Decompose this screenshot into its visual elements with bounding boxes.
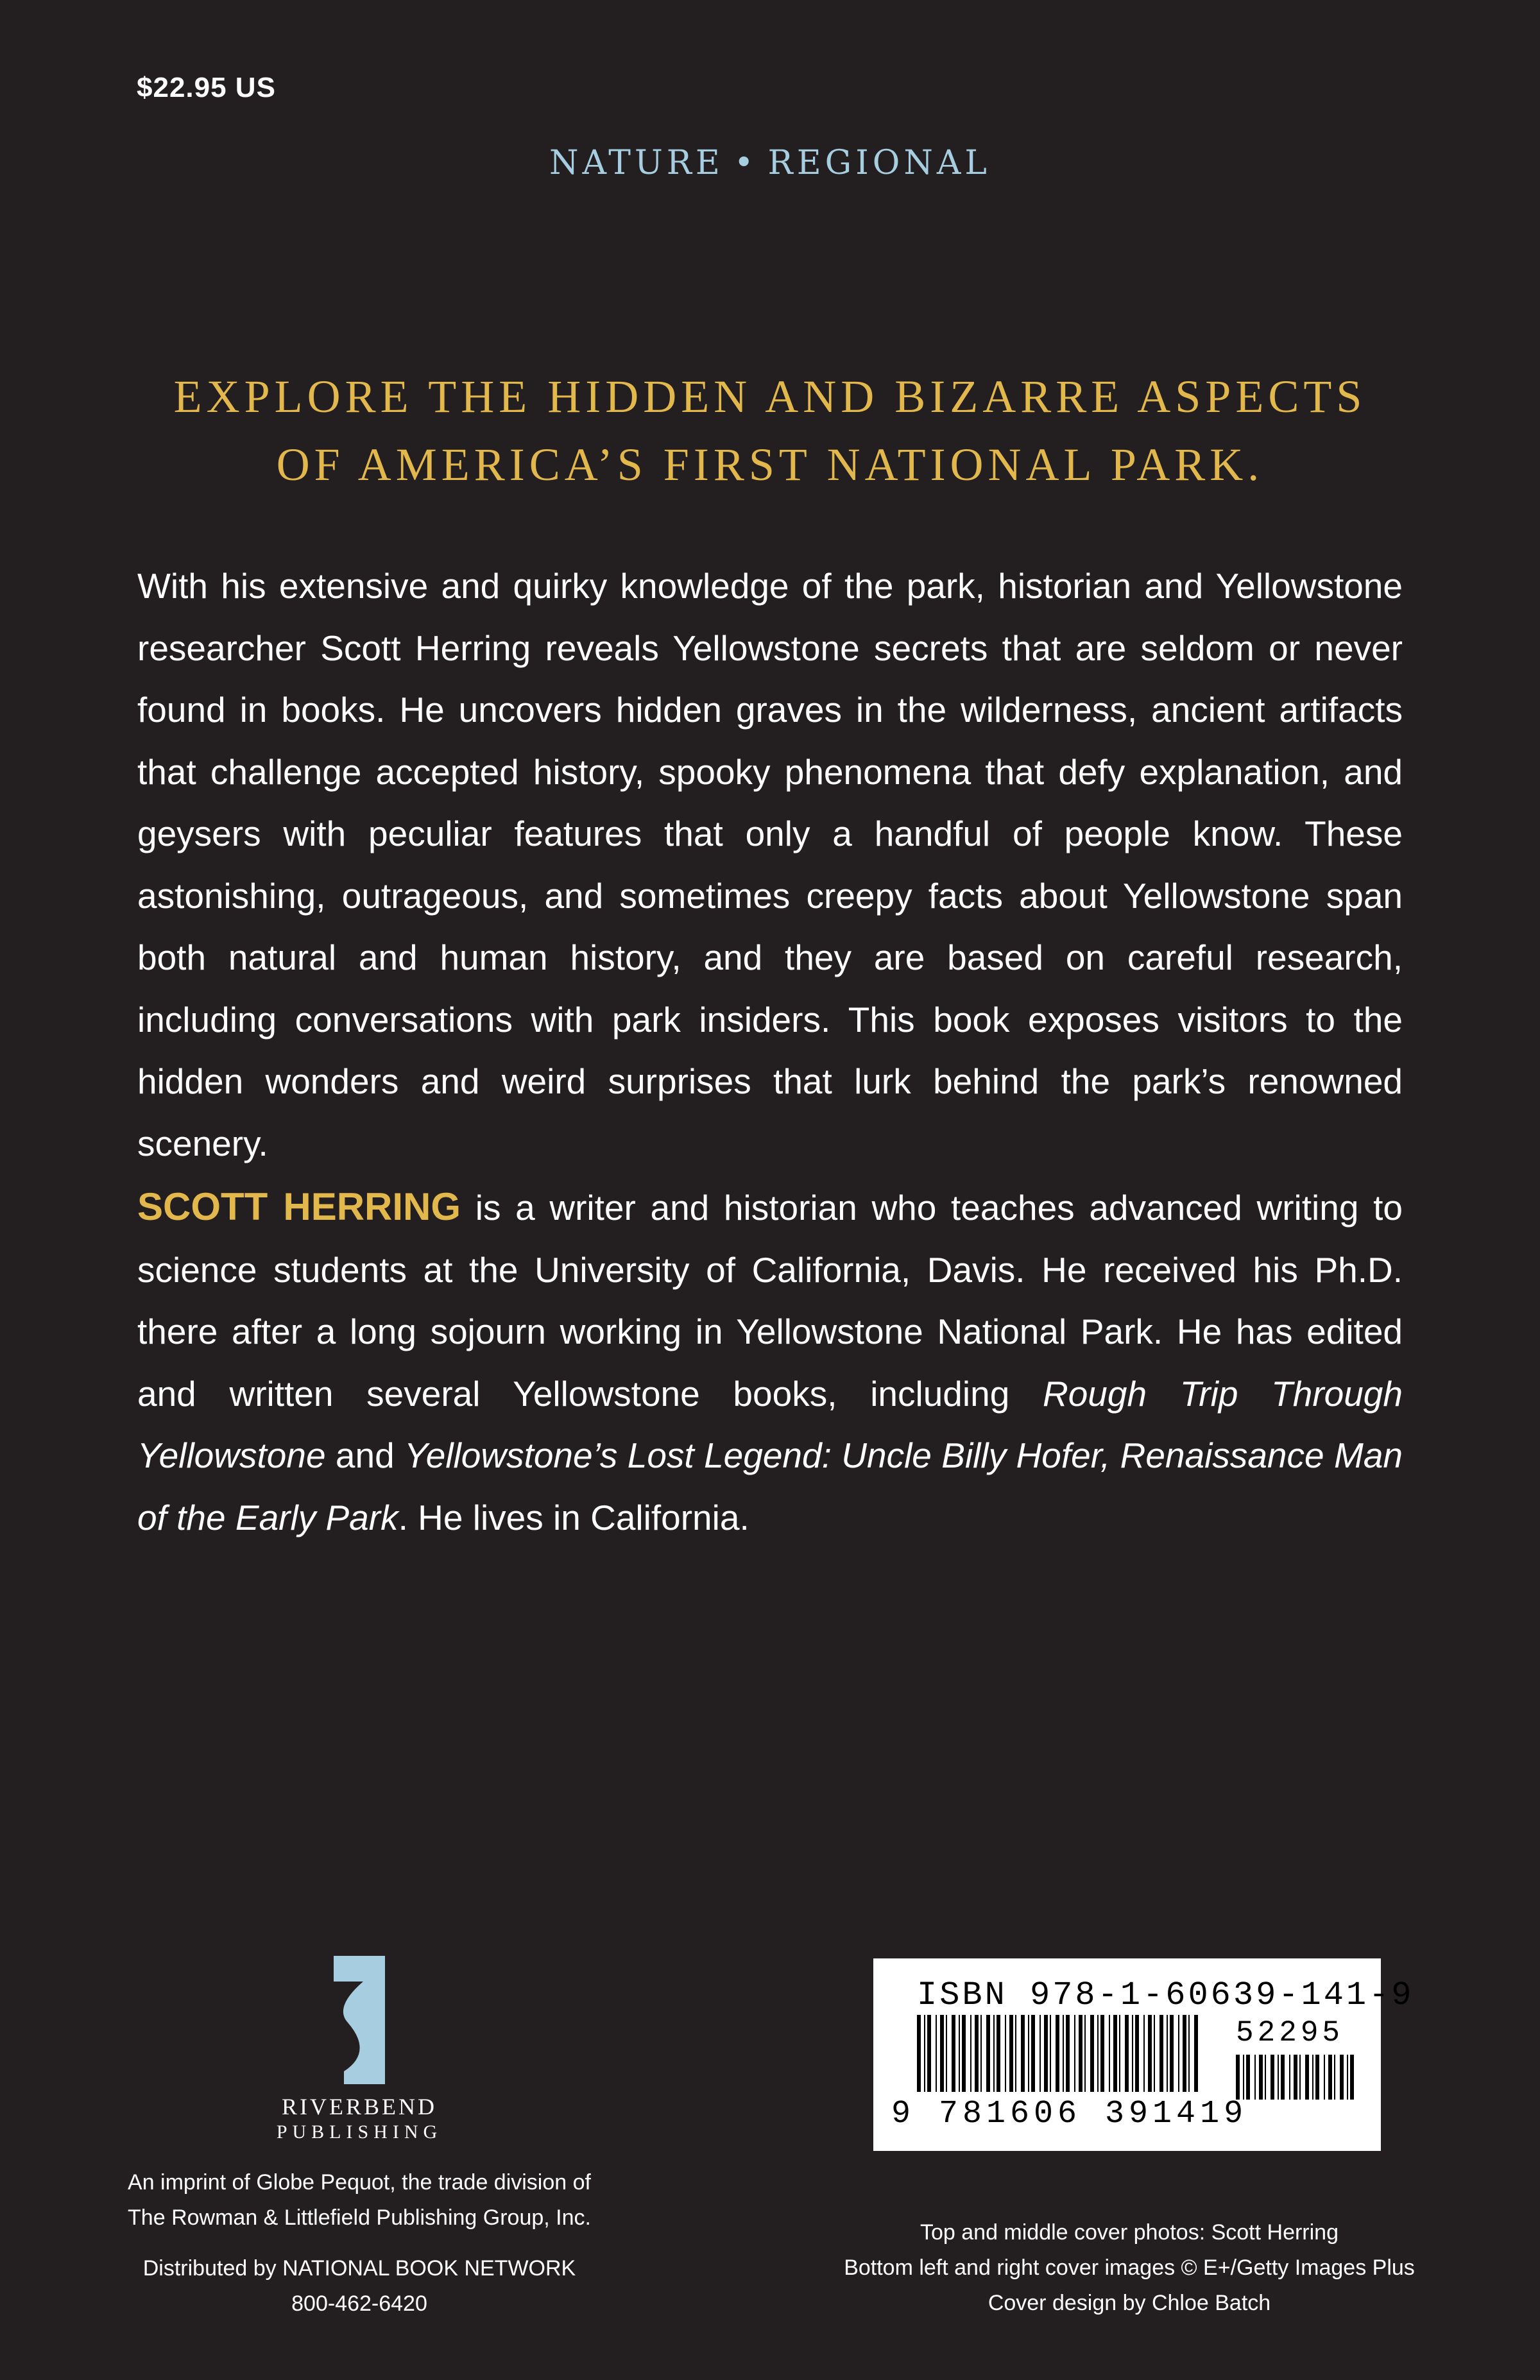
barcode-bar xyxy=(952,2015,955,2092)
barcode-bar xyxy=(1031,2015,1035,2092)
category-separator: • xyxy=(733,144,758,182)
barcode-bar xyxy=(924,2015,925,2092)
barcode-bar xyxy=(1194,2015,1198,2092)
book-title-1: Rough Trip Through Yellowstone xyxy=(137,1373,1403,1475)
credits-line-3: Cover design by Chloe Batch xyxy=(988,2291,1271,2315)
imprint-line-1: An imprint of Globe Pequot, the trade division of xyxy=(128,2170,591,2195)
barcode-bar xyxy=(1132,2015,1133,2092)
barcode-bar xyxy=(1097,2015,1099,2092)
barcode-bar xyxy=(1254,2055,1256,2100)
barcode-bar xyxy=(980,2015,982,2092)
barcode-bar xyxy=(1243,2055,1244,2100)
barcode-bar xyxy=(959,2015,960,2092)
barcode-bar xyxy=(1074,2015,1075,2092)
ean-digits: 9 781606 391419 xyxy=(891,2096,1248,2132)
barcode-bar xyxy=(1167,2015,1168,2092)
barcode-bar xyxy=(927,2015,931,2092)
imprint-line-2: The Rowman & Littlefield Publishing Group, Inc. xyxy=(128,2205,591,2230)
barcode-bar xyxy=(1170,2015,1174,2092)
isbn-barcode xyxy=(873,1958,1414,2151)
publisher-logo-sub: PUBLISHING xyxy=(276,2121,443,2143)
barcode-bar xyxy=(1021,2015,1025,2092)
author-bio xyxy=(137,1176,1403,1548)
barcode-bar xyxy=(997,2015,1000,2092)
barcode-bar xyxy=(975,2015,979,2092)
barcode-bar xyxy=(1294,2055,1297,2100)
barcode-bar xyxy=(1299,2055,1301,2100)
distributor-note xyxy=(96,2251,622,2322)
barcode-bar xyxy=(1236,2055,1240,2100)
barcode-bar xyxy=(940,2015,944,2092)
distributor-line-1: Distributed by NATIONAL BOOK NETWORK xyxy=(142,2256,576,2281)
barcode-bar xyxy=(1289,2055,1290,2100)
author-name: SCOTT HERRING xyxy=(137,1185,461,1228)
barcode-bar xyxy=(1305,2055,1309,2100)
barcode-bar xyxy=(936,2015,937,2092)
barcode-bar xyxy=(1090,2015,1094,2092)
publisher-logo-name: RIVERBEND xyxy=(282,2094,437,2119)
bio-text-2: and xyxy=(325,1435,405,1475)
barcode-bar xyxy=(1100,2015,1104,2092)
barcode-bar xyxy=(946,2015,947,2092)
category-regional: REGIONAL xyxy=(767,144,991,182)
barcode-bar xyxy=(1063,2015,1064,2092)
barcode-price-code: 52295 xyxy=(1236,2016,1344,2050)
barcode-bar xyxy=(1154,2015,1155,2092)
barcode-bar xyxy=(1005,2015,1006,2092)
barcode-bar xyxy=(1270,2055,1274,2100)
barcode-bar xyxy=(1028,2015,1029,2092)
isbn-number: ISBN 978-1-60639-141-9 xyxy=(917,1976,1414,2014)
headline-line-1: EXPLORE THE HIDDEN AND BIZARRE ASPECTS xyxy=(173,371,1367,422)
barcode-bar xyxy=(1159,2015,1163,2092)
barcode-bar xyxy=(1278,2055,1279,2100)
barcode-bar xyxy=(1183,2015,1186,2092)
barcode-bar xyxy=(1015,2015,1016,2092)
credits-line-2: Bottom left and right cover images © E+/Getty Images Plus xyxy=(844,2256,1415,2280)
price-label: $22.95 US xyxy=(137,72,276,103)
barcode-bar xyxy=(917,2015,921,2092)
barcode-bar xyxy=(1009,2015,1013,2092)
barcode-bar xyxy=(1315,2055,1319,2100)
headline xyxy=(96,363,1444,499)
barcode-bar xyxy=(1188,2015,1190,2092)
barcode-bar xyxy=(1246,2055,1250,2100)
barcode-bar xyxy=(1265,2055,1266,2100)
barcode-bar xyxy=(986,2015,990,2092)
barcode-bar xyxy=(1066,2015,1070,2092)
barcode-bar xyxy=(1084,2015,1086,2092)
imprint-note xyxy=(96,2165,622,2236)
book-title-2: Yellowstone’s Lost Legend: Uncle Billy Hofer, Renaissance Man of the Early Park xyxy=(137,1435,1403,1537)
barcode-bar xyxy=(1044,2015,1048,2092)
barcode-bar xyxy=(1113,2015,1117,2092)
barcode-bar xyxy=(1143,2015,1145,2092)
category-label xyxy=(0,144,1540,182)
barcode-bar xyxy=(1347,2055,1348,2100)
category-nature: NATURE xyxy=(549,144,724,182)
barcode-bar xyxy=(1119,2015,1120,2092)
barcode-bar xyxy=(1109,2015,1110,2092)
barcode-bar xyxy=(1040,2015,1041,2092)
barcode-bar xyxy=(962,2015,966,2092)
credits-line-1: Top and middle cover photos: Scott Herring xyxy=(920,2220,1339,2245)
bio-text-3: . He lives in California. xyxy=(398,1497,749,1537)
barcode-bar xyxy=(1281,2055,1285,2100)
barcode-main-bars-icon xyxy=(917,2015,1199,2092)
barcode-bar xyxy=(1079,2015,1082,2092)
barcode-bar xyxy=(1050,2015,1051,2092)
barcode-bar xyxy=(1312,2055,1313,2100)
barcode-bar xyxy=(1125,2015,1129,2092)
barcode-addon-bars-icon xyxy=(1236,2055,1358,2100)
barcode-bar xyxy=(1340,2055,1344,2100)
barcode-bar xyxy=(1324,2055,1325,2100)
barcode-bar xyxy=(993,2015,995,2092)
barcode-bar xyxy=(1178,2015,1179,2092)
barcode-bar xyxy=(970,2015,971,2092)
riverbend-logo-icon xyxy=(334,1956,385,2084)
cover-credits xyxy=(834,2215,1425,2321)
barcode-bar xyxy=(1350,2055,1354,2100)
barcode-bar xyxy=(1328,2055,1332,2100)
headline-line-2: OF AMERICA’S FIRST NATIONAL PARK. xyxy=(276,439,1264,490)
barcode-bar xyxy=(1056,2015,1059,2092)
distributor-phone: 800-462-6420 xyxy=(291,2291,427,2316)
book-description: With his extensive and quirky knowledge of the park, historian and Yellowstone researcher Scott Herring reveals Yellowstone secrets that are seldom or never found in books. He uncovers hidden graves in the wilderness, ancient artifacts that challenge accepted history, spooky phenomena that defy explanation, and geysers with peculiar features that only a handful of people know. These astonishing, outrageous, and sometimes creepy facts about Yellowstone span both natural and human history, and they are based on careful research, including conversations with park insiders. This book exposes visitors to the hidden wonders and weird surprises that lurk behind the park’s renowned scenery. xyxy=(137,566,1403,1163)
barcode-bar xyxy=(1148,2015,1152,2092)
barcode-bar xyxy=(1135,2015,1139,2092)
barcode-bar xyxy=(1259,2055,1263,2100)
barcode-bar xyxy=(1334,2055,1335,2100)
bio-text-1: is a writer and historian who teaches advanced writing to science students at the University of California, Davis. He received his Ph.D. there after a long sojourn working in Yellowstone National Park. He has edited and written several Yellowstone books, including xyxy=(137,1188,1403,1414)
